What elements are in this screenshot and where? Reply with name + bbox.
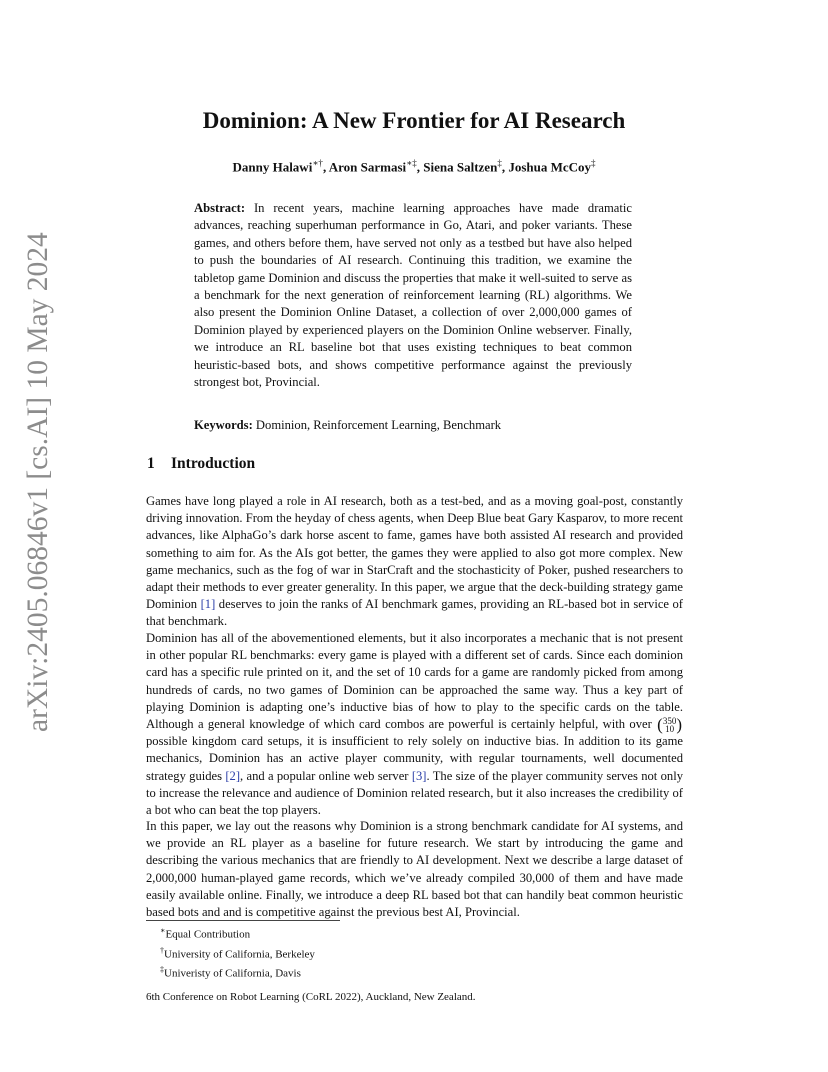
- footnote-mark: †: [160, 945, 164, 955]
- author-affiliation-mark: ∗†: [312, 158, 323, 168]
- footnote: [160, 923, 315, 943]
- footnote-text: Univeristy of California, Davis: [164, 967, 301, 980]
- footnote-text: Equal Contribution: [165, 928, 251, 941]
- paragraph-text: Dominion has all of the abovementioned elements, but it also incorporates a mechanic that is not present in other popular RL benchmarks: every game is played with a different set of cards. Since each dominion card has a specific rule printed on it, and the set of 10 cards for a game are randomly picked from among hundreds of cards, no two games of Dominion can be approached the same way. Thus a key part of playing Dominion is adapting one’s inductive bias of how to play to the specific cards on the table. Although a general knowledge of which card combos are powerful is certainly helpful, with over: [146, 631, 683, 732]
- abstract-text: In recent years, machine learning approaches have made dramatic advances, reaching superhuman performance in Go, Atari, and poker variants. These games, and others before them, have served not only as a testbed but have also helped to push the boundaries of AI research. Continuing this tradition, we examine the tabletop game Dominion and discuss the properties that make it well-suited to serve as a benchmark for the next generation of reinforcement learning (RL) algorithms. We also present the Dominion Online Dataset, a collection of over 2,000,000 games of Dominion played by experienced players on the Dominion Online webserver. Finally, we introduce an RL baseline bot that uses existing techniques to beat common heuristic-based bots, and shows competitive performance against the previously strongest bot, Provincial.: [194, 201, 632, 390]
- section-heading: [147, 455, 255, 473]
- author-affiliation-mark: ∗‡: [406, 158, 417, 168]
- citation-link[interactable]: [3]: [411, 768, 427, 783]
- citation-link[interactable]: [1]: [200, 597, 216, 612]
- section-title-text: Introduction: [171, 455, 256, 472]
- author-affiliation-mark: ‡: [591, 158, 596, 168]
- footnote-divider: [146, 920, 340, 921]
- binomial-bottom: 10: [665, 724, 675, 735]
- binomial-top: 350: [662, 716, 677, 727]
- author-name: Danny Halawi: [232, 159, 313, 175]
- paper-title: Dominion: A New Frontier for AI Research: [202, 108, 626, 133]
- paragraph-text: deserves to join the ranks of AI benchmark games, providing an RL-based bot in service of that benchmark.: [146, 597, 683, 629]
- paragraph-text: possible kingdom card setups, it is insufficient to rely solely on inductive bias. In addition to its game mechanics, Dominion has an active player community, with regular tournaments, well documented strategy guides: [146, 734, 683, 783]
- binomial-coefficient: (350 10 ): [657, 715, 682, 735]
- paragraph-text: . The size of the player community serves not only to increase the relevance and audience of Dominion related research, but it also increases the credibility of a bot who can beat the top players.: [146, 768, 683, 818]
- footnote: [160, 962, 315, 982]
- author-list: Danny Halawi∗†, Aron Sarmasi∗‡, Siena Saltzen‡, Joshua McCoy‡: [232, 158, 596, 175]
- author-name: Joshua McCoy: [508, 159, 592, 175]
- paragraph-text: Games have long played a role in AI research, both as a test-bed, and as a moving goal-post, constantly driving innovation. From the heyday of chess agents, when Deep Blue beat Gary Kasparov, to more recent advances, like AlphaGo’s dark horse ascent to fame, games have both assisted AI research and provided something to aim for. As the AIs got better, the games they were applied to also got more complex. New game mechanics, such as the fog of war in StarCraft and the stochasticity of Poker, pushed researchers to adapt their methods to ever greater generality. In this paper, we argue that the deck-building strategy game Dominion: [146, 494, 683, 612]
- footnote: [160, 943, 315, 963]
- abstract-label: Abstract:: [194, 201, 246, 215]
- citation-link[interactable]: [2]: [225, 768, 241, 783]
- intro-paragraph-1: [146, 493, 683, 631]
- keywords: [194, 418, 634, 433]
- author-name: Aron Sarmasi: [328, 159, 407, 175]
- intro-paragraph-3: In this paper, we lay out the reasons why Dominion is a strong benchmark candidate for AI systems, and we provide an RL player as a baseline for future research. We start by introducing the game and describing the various mechanics that are friendly to AI development. Next we describe a large dataset of 2,000,000 human-played game records, which we’ve already compiled 30,000 of them and have made easily available online. Finally, we introduce a deep RL based bot that can handily beat common heuristic based bots and and is competitive against the previous best AI, Provincial.: [146, 819, 683, 920]
- footnote-mark: ‡: [160, 965, 164, 975]
- author-affiliation-mark: ‡: [497, 158, 502, 168]
- conference-note: 6th Conference on Robot Learning (CoRL 2022), Auckland, New Zealand.: [146, 991, 476, 1003]
- keywords-text: Dominion, Reinforcement Learning, Benchmark: [255, 418, 502, 432]
- paragraph-text: , and a popular online web server: [240, 768, 412, 783]
- footnote-mark: ∗: [160, 926, 166, 935]
- abstract: [194, 200, 632, 391]
- footnote-text: University of California, Berkeley: [164, 948, 315, 961]
- intro-paragraph-2: [146, 630, 683, 819]
- keywords-label: Keywords:: [194, 418, 253, 432]
- author-name: Siena Saltzen: [423, 159, 498, 175]
- section-number: 1: [147, 455, 155, 472]
- arxiv-identifier: arXiv:2405.06846v1 [cs.AI] 10 May 2024: [22, 232, 54, 732]
- footnotes: [160, 923, 315, 982]
